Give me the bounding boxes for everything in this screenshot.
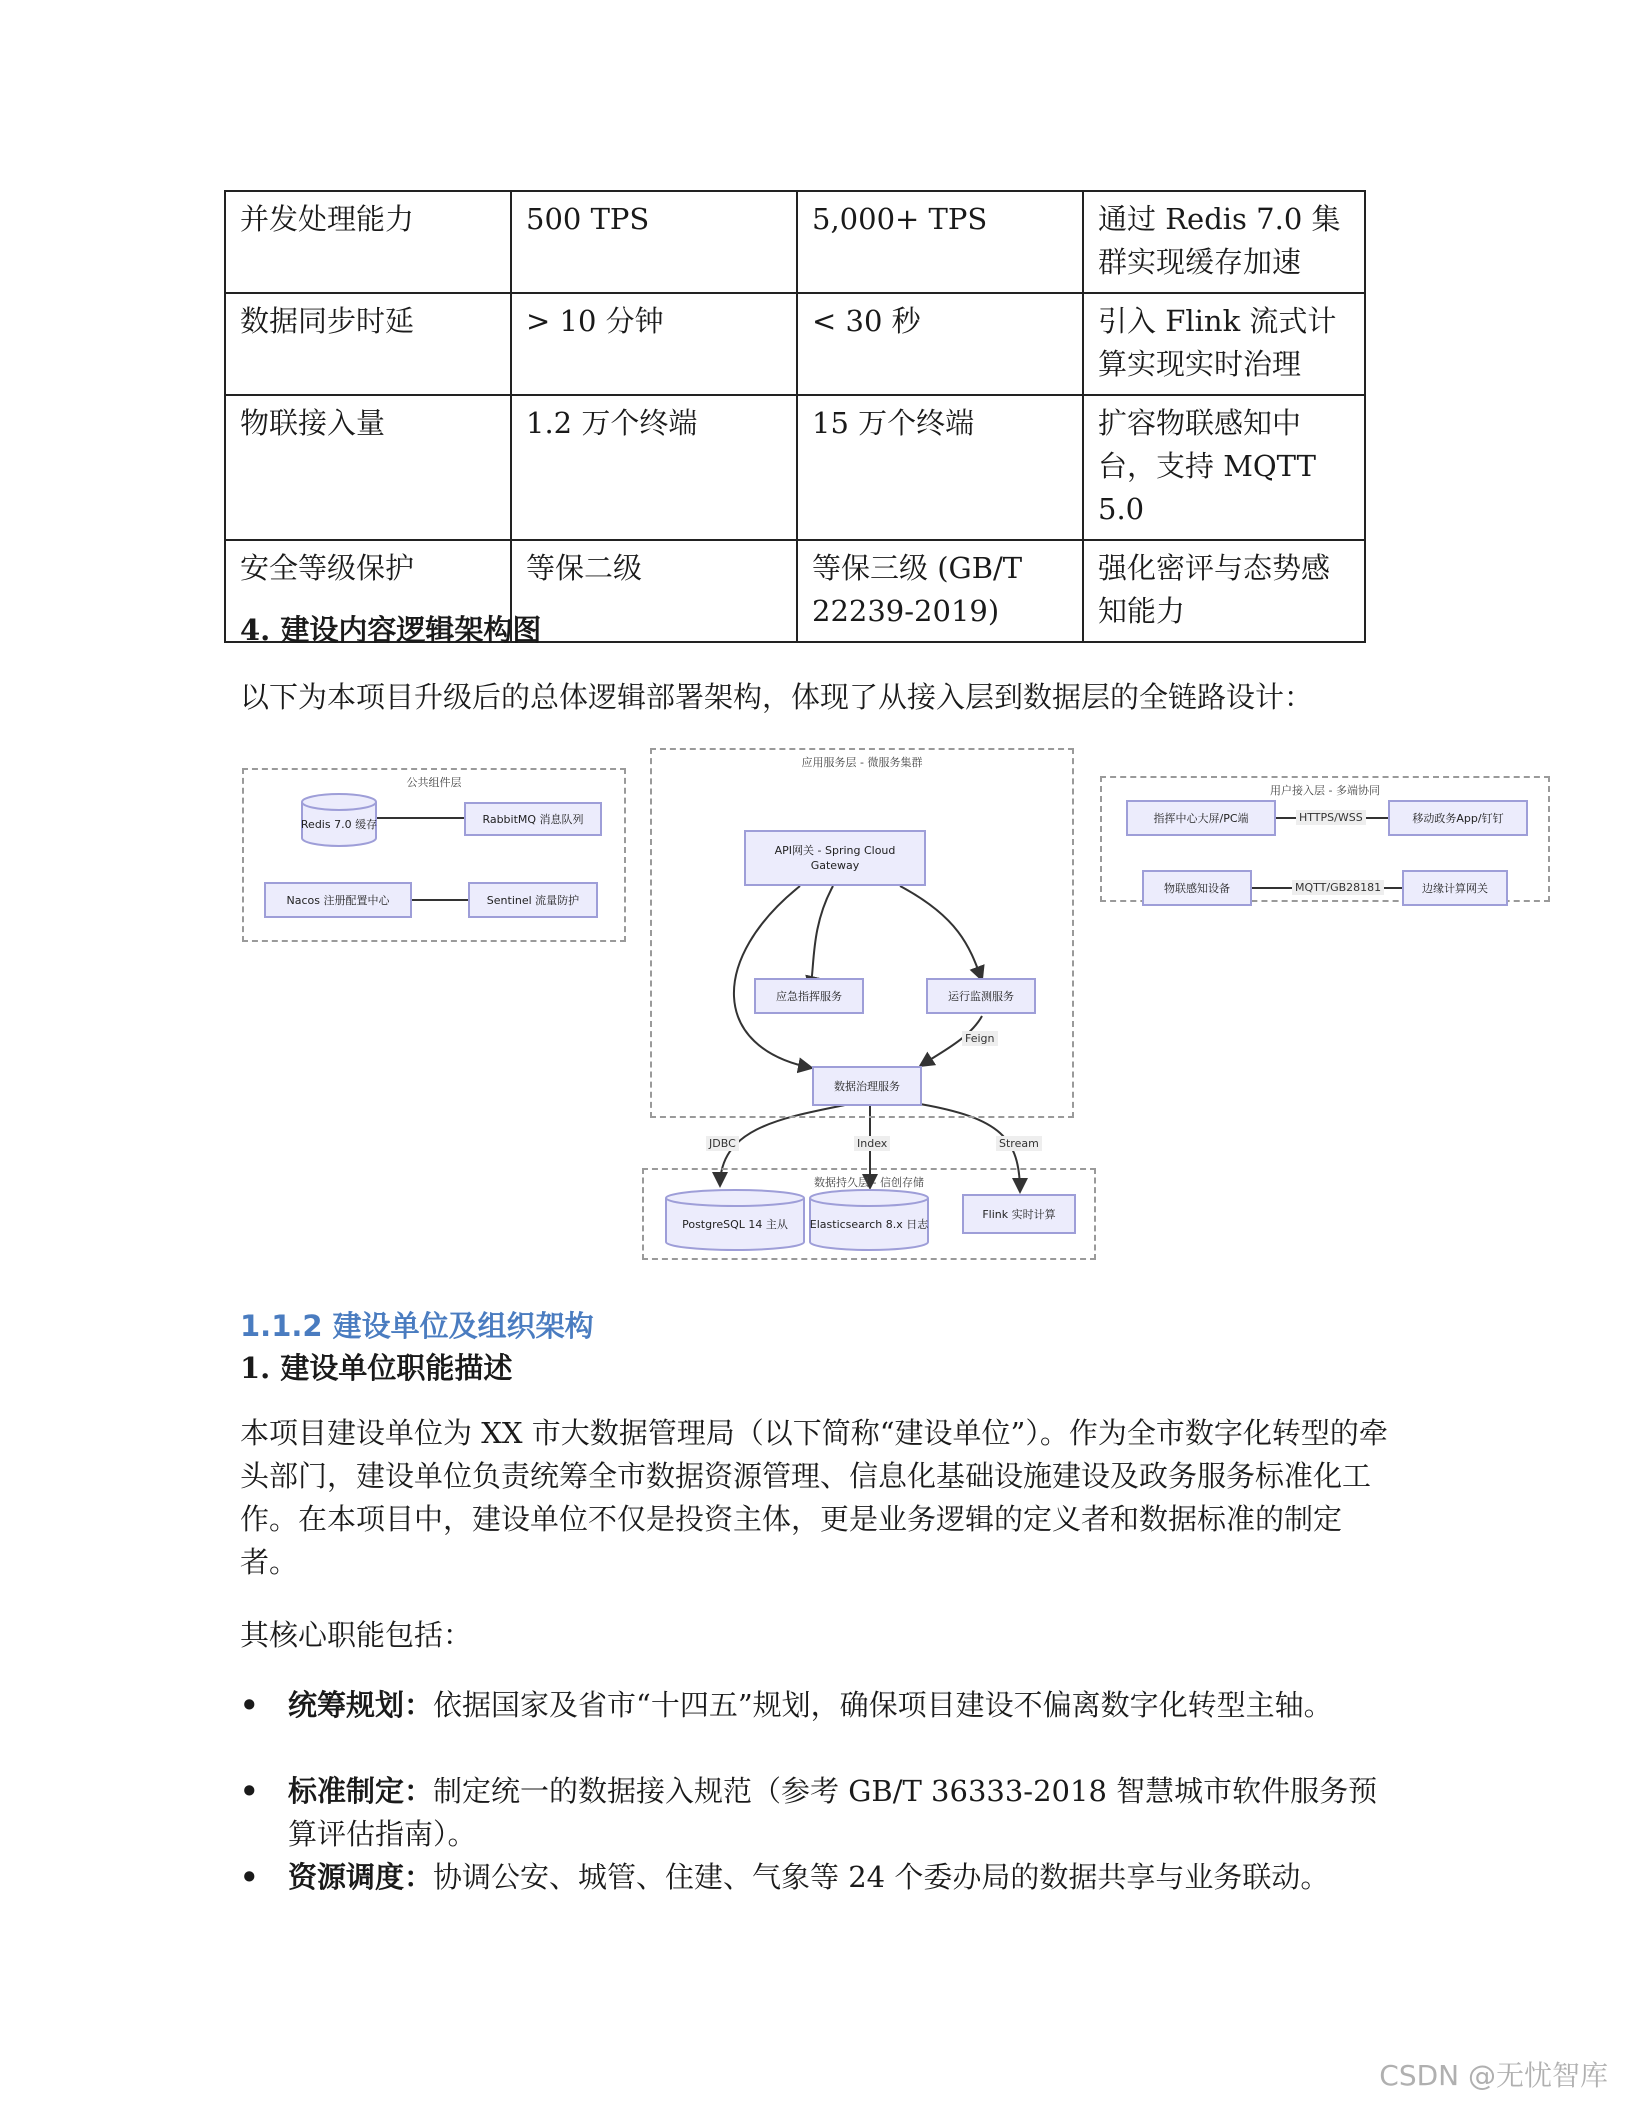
edge-label-https: HTTPS/WSS [1296, 810, 1366, 825]
architecture-diagram [240, 748, 1550, 1268]
table-cell: 等保三级 (GB/T 22239-2019) [797, 540, 1083, 642]
core-intro: 其核心职能包括： [240, 1618, 473, 1652]
node-edge: 边缘计算网关 [1402, 870, 1508, 906]
node-mobile: 移动政务App/钉钉 [1388, 800, 1528, 836]
table-cell: 500 TPS [511, 191, 797, 293]
group-title: 数据持久层 - 信创存储 [814, 1176, 924, 1189]
node-label: Redis 7.0 缓存 [300, 818, 378, 831]
bullet-term: 统筹规划： [288, 1688, 434, 1722]
table-cell: > 10 分钟 [511, 293, 797, 395]
subsection-heading: 1. 建设单位职能描述 [240, 1351, 513, 1385]
table-cell: 通过 Redis 7.0 集群实现缓存加速 [1083, 191, 1365, 293]
table-cell: 数据同步时延 [225, 293, 511, 395]
section-heading: 4. 建设内容逻辑架构图 [240, 613, 542, 647]
node-monitor: 运行监测服务 [926, 978, 1036, 1014]
bullet-body: 依据国家及省市“十四五”规划，确保项目建设不偏离数字化转型主轴。 [433, 1688, 1333, 1722]
group-title: 用户接入层 - 多端协同 [1270, 784, 1380, 797]
node-iot: 物联感知设备 [1142, 870, 1252, 906]
table-row [225, 191, 1365, 293]
bullet-icon: • [240, 1688, 259, 1722]
node-command-center: 指挥中心大屏/PC端 [1126, 800, 1276, 836]
group-app [650, 748, 1074, 1118]
bullet-term: 标准制定： [288, 1774, 434, 1808]
bullet-icon: • [240, 1860, 259, 1894]
bullet-body: 制定统一的数据接入规范（参考 GB/T 36333-2018 智慧城市软件服务预算评估指南）。 [288, 1774, 1378, 1851]
edge-label-index: Index [854, 1136, 890, 1151]
group-title: 公共组件层 [406, 776, 462, 789]
node-nacos: Nacos 注册配置中心 [264, 882, 412, 918]
table-cell: 15 万个终端 [797, 395, 1083, 540]
metrics-table [224, 190, 1366, 643]
table-cell: 5,000+ TPS [797, 191, 1083, 293]
bullet-icon: • [240, 1774, 259, 1808]
table-cell: < 30 秒 [797, 293, 1083, 395]
table-cell: 等保二级 [511, 540, 797, 642]
table-cell: 引入 Flink 流式计算实现实时治理 [1083, 293, 1365, 395]
table-row [225, 395, 1365, 540]
postgres-cylinder [664, 1188, 806, 1252]
node-emergency: 应急指挥服务 [754, 978, 864, 1014]
bullet-body: 协调公安、城管、住建、气象等 24 个委办局的数据共享与业务联动。 [433, 1860, 1330, 1894]
edge-label-stream: Stream [996, 1136, 1042, 1151]
node-label: Elasticsearch 8.x 日志 [809, 1218, 929, 1231]
table-cell: 扩容物联感知中台，支持 MQTT 5.0 [1083, 395, 1365, 540]
section-intro: 以下为本项目升级后的总体逻辑部署架构，体现了从接入层到数据层的全链路设计： [240, 680, 1314, 714]
table-cell: 物联接入量 [225, 395, 511, 540]
node-sentinel: Sentinel 流量防护 [468, 882, 598, 918]
edge-label-mqtt: MQTT/GB28181 [1292, 880, 1384, 895]
watermark: CSDN @无忧智库 [1379, 2059, 1608, 2092]
table-row [225, 293, 1365, 395]
table-cell: 安全等级保护 [225, 540, 511, 642]
subsection-title: 1.1.2 建设单位及组织架构 [240, 1309, 594, 1343]
node-governance: 数据治理服务 [812, 1066, 922, 1106]
bullet-text [288, 1856, 1329, 1899]
bullet-text [288, 1770, 1400, 1856]
node-rabbitmq: RabbitMQ 消息队列 [464, 802, 602, 836]
list-item [240, 1684, 1400, 1772]
bullet-text [288, 1684, 1333, 1727]
edge-label-jdbc: JDBC [706, 1136, 739, 1151]
redis-cylinder [300, 792, 378, 848]
node-gateway: API网关 - Spring Cloud Gateway [744, 830, 926, 886]
list-item [240, 1770, 1400, 1858]
node-flink: Flink 实时计算 [962, 1194, 1076, 1234]
table-cell: 1.2 万个终端 [511, 395, 797, 540]
list-item [240, 1856, 1400, 1900]
bullet-term: 资源调度： [288, 1860, 434, 1894]
node-label: PostgreSQL 14 主从 [682, 1218, 788, 1231]
elastic-cylinder [808, 1188, 930, 1252]
subsection-paragraph: 本项目建设单位为 XX 市大数据管理局（以下简称“建设单位”）。作为全市数字化转型的牵头部门，建设单位负责统筹全市数据资源管理、信息化基础设施建设及政务服务标准化工作。在本项目中，建设单位不仅是投资主体，更是业务逻辑的定义者和数据标准的制定者。 [240, 1416, 1388, 1579]
table-cell: 强化密评与态势感知能力 [1083, 540, 1365, 642]
group-title: 应用服务层 - 微服务集群 [801, 756, 923, 769]
edge-label-feign: Feign [962, 1031, 998, 1046]
table-cell: 并发处理能力 [225, 191, 511, 293]
